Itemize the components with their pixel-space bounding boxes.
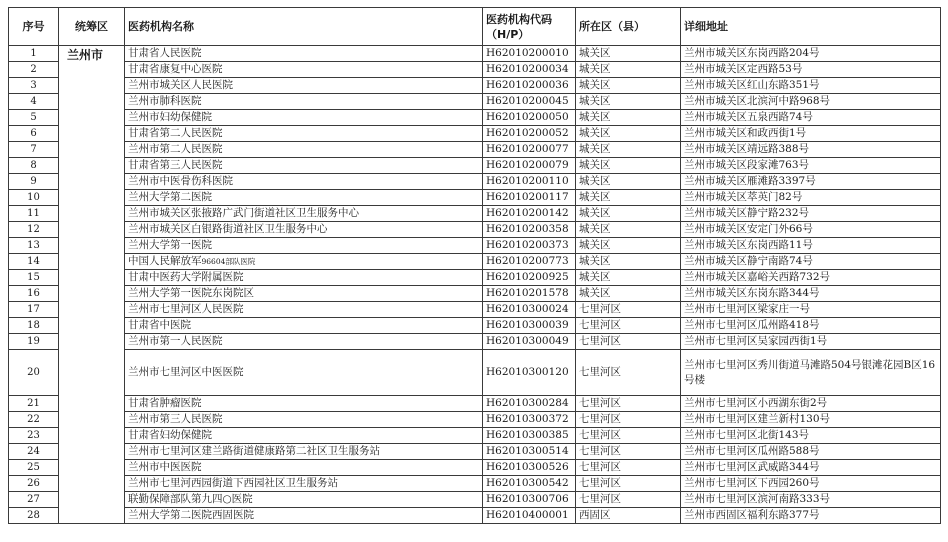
- district-cell: 城关区: [576, 286, 681, 302]
- institution-name-cell: [125, 78, 483, 94]
- institution-code-cell: H62010300514: [483, 444, 576, 460]
- table-row: [9, 492, 941, 508]
- row-num-cell: 17: [9, 302, 59, 318]
- institution-name: 兰州市妇幼保健院: [128, 111, 212, 123]
- institution-name: 甘肃省人民医院: [128, 47, 202, 59]
- table-row: [9, 62, 941, 78]
- institution-name-cell: [125, 222, 483, 238]
- row-num-cell: 22: [9, 412, 59, 428]
- table-row: [9, 270, 941, 286]
- district-cell: 七里河区: [576, 412, 681, 428]
- table-row: [9, 476, 941, 492]
- institution-code-cell: H62010300049: [483, 334, 576, 350]
- institution-name: 兰州市七里河区建兰路街道健康路第二社区卫生服务站: [128, 445, 380, 457]
- table-row: [9, 158, 941, 174]
- institution-name-cell: [125, 412, 483, 428]
- address-cell: 兰州市城关区五泉西路74号: [681, 110, 941, 126]
- row-num-cell: 13: [9, 238, 59, 254]
- district-cell: 城关区: [576, 94, 681, 110]
- institution-code-cell: H62010200050: [483, 110, 576, 126]
- row-num-cell: 15: [9, 270, 59, 286]
- row-num-cell: 8: [9, 158, 59, 174]
- district-cell: 七里河区: [576, 350, 681, 396]
- header-address: 详细地址: [681, 8, 941, 46]
- institution-table: [8, 7, 941, 524]
- row-num-cell: 28: [9, 508, 59, 524]
- row-num-cell: 21: [9, 396, 59, 412]
- institution-name-cell: [125, 110, 483, 126]
- address-cell: 兰州市七里河区吴家园西街1号: [681, 334, 941, 350]
- institution-name: 兰州市城关区人民医院: [128, 79, 233, 91]
- institution-code-cell: H62010300120: [483, 350, 576, 396]
- table-row: [9, 254, 941, 270]
- institution-name-cell: [125, 126, 483, 142]
- table-body: [9, 46, 941, 524]
- institution-name: 甘肃省中医院: [128, 319, 191, 331]
- row-num-cell: 3: [9, 78, 59, 94]
- institution-name: 甘肃省第三人民医院: [128, 159, 223, 171]
- institution-code-cell: H62010200373: [483, 238, 576, 254]
- address-cell: 兰州市城关区嘉峪关西路732号: [681, 270, 941, 286]
- institution-code-cell: H62010300372: [483, 412, 576, 428]
- district-cell: 城关区: [576, 174, 681, 190]
- row-num-cell: 20: [9, 350, 59, 396]
- district-cell: 西固区: [576, 508, 681, 524]
- address-cell: 兰州市西固区福利东路377号: [681, 508, 941, 524]
- institution-name-cell: [125, 286, 483, 302]
- institution-name: 兰州市中医骨伤科医院: [128, 175, 233, 187]
- institution-name: 兰州大学第二医院: [128, 191, 212, 203]
- table-row: [9, 412, 941, 428]
- institution-name-cell: [125, 206, 483, 222]
- institution-name: 兰州大学第一医院东岗院区: [128, 287, 254, 299]
- table-row: [9, 110, 941, 126]
- row-num-cell: 14: [9, 254, 59, 270]
- table-row: [9, 126, 941, 142]
- row-num-cell: 5: [9, 110, 59, 126]
- institution-name-suffix: 96604部队医院: [201, 257, 256, 266]
- table-row: [9, 222, 941, 238]
- row-num-cell: 7: [9, 142, 59, 158]
- institution-name: 兰州市第二人民医院: [128, 143, 223, 155]
- institution-name-cell: [125, 46, 483, 62]
- institution-name: 甘肃省第二人民医院: [128, 127, 223, 139]
- table-row: [9, 350, 941, 396]
- district-cell: 城关区: [576, 62, 681, 78]
- table-row: [9, 78, 941, 94]
- institution-code-cell: H62010200117: [483, 190, 576, 206]
- district-cell: 七里河区: [576, 428, 681, 444]
- row-num-cell: 24: [9, 444, 59, 460]
- district-cell: 七里河区: [576, 460, 681, 476]
- institution-code-cell: H62010200045: [483, 94, 576, 110]
- row-num-cell: 18: [9, 318, 59, 334]
- institution-name: 兰州市第三人民医院: [128, 413, 223, 425]
- institution-name-cell: [125, 270, 483, 286]
- district-cell: 城关区: [576, 46, 681, 62]
- institution-name-cell: [125, 158, 483, 174]
- institution-name-cell: [125, 350, 483, 396]
- institution-code-cell: H62010200773: [483, 254, 576, 270]
- district-cell: 七里河区: [576, 302, 681, 318]
- institution-code-cell: H62010300024: [483, 302, 576, 318]
- address-cell: 兰州市七里河区下西园260号: [681, 476, 941, 492]
- institution-name: 兰州大学第二医院西固医院: [128, 509, 254, 521]
- district-cell: 七里河区: [576, 476, 681, 492]
- institution-name-cell: [125, 428, 483, 444]
- address-cell: 兰州市城关区段家滩763号: [681, 158, 941, 174]
- row-num-cell: 23: [9, 428, 59, 444]
- row-num-cell: 10: [9, 190, 59, 206]
- row-num-cell: 19: [9, 334, 59, 350]
- district-cell: 城关区: [576, 254, 681, 270]
- table-row: [9, 334, 941, 350]
- header-area: 统筹区: [59, 8, 125, 46]
- institution-name-cell: [125, 302, 483, 318]
- institution-name-cell: [125, 508, 483, 524]
- district-cell: 城关区: [576, 206, 681, 222]
- address-cell: 兰州市七里河区滨河南路333号: [681, 492, 941, 508]
- row-num-cell: 1: [9, 46, 59, 62]
- institution-code-cell: H62010300284: [483, 396, 576, 412]
- address-cell: 兰州市城关区东岗西路11号: [681, 238, 941, 254]
- address-cell: 兰州市城关区静宁南路74号: [681, 254, 941, 270]
- table-row: [9, 460, 941, 476]
- institution-name-cell: [125, 396, 483, 412]
- institution-name-cell: [125, 174, 483, 190]
- address-cell: 兰州市城关区静宁路232号: [681, 206, 941, 222]
- address-cell: 兰州市七里河区瓜州路588号: [681, 444, 941, 460]
- header-num: 序号: [9, 8, 59, 46]
- district-cell: 城关区: [576, 78, 681, 94]
- institution-name-cell: [125, 142, 483, 158]
- address-cell: 兰州市七里河区小西湖东街2号: [681, 396, 941, 412]
- institution-code-cell: H62010300385: [483, 428, 576, 444]
- institution-name: 兰州市中医医院: [128, 461, 202, 473]
- institution-name: 联勤保障部队第九四○医院: [128, 493, 253, 505]
- institution-name: 兰州大学第一医院: [128, 239, 212, 251]
- table-row: [9, 190, 941, 206]
- institution-name: 兰州市七里河西园街道下西园社区卫生服务站: [128, 477, 338, 489]
- table-row: [9, 94, 941, 110]
- institution-code-cell: H62010300526: [483, 460, 576, 476]
- row-num-cell: 16: [9, 286, 59, 302]
- institution-name: 兰州市城关区白银路街道社区卫生服务中心: [128, 223, 328, 235]
- address-cell: 兰州市七里河区武威路344号: [681, 460, 941, 476]
- institution-name: 中国人民解放军: [128, 255, 202, 267]
- institution-code-cell: H62010200358: [483, 222, 576, 238]
- institution-name-cell: [125, 334, 483, 350]
- institution-code-cell: H62010300542: [483, 476, 576, 492]
- row-num-cell: 26: [9, 476, 59, 492]
- header-code: 医药机构代码（H/P）: [483, 8, 576, 46]
- table-row: [9, 46, 941, 62]
- district-cell: 城关区: [576, 222, 681, 238]
- address-cell: 兰州市城关区东岗东路344号: [681, 286, 941, 302]
- address-cell: 兰州市七里河区瓜州路418号: [681, 318, 941, 334]
- institution-name: 兰州市第一人民医院: [128, 335, 223, 347]
- district-cell: 城关区: [576, 110, 681, 126]
- address-cell: 兰州市城关区红山东路351号: [681, 78, 941, 94]
- district-cell: 七里河区: [576, 334, 681, 350]
- institution-name: 甘肃省康复中心医院: [128, 63, 223, 75]
- institution-name-cell: [125, 318, 483, 334]
- district-cell: 城关区: [576, 190, 681, 206]
- table-row: [9, 142, 941, 158]
- district-cell: 七里河区: [576, 396, 681, 412]
- header-district: 所在区（县）: [576, 8, 681, 46]
- district-cell: 城关区: [576, 158, 681, 174]
- area-cell: 兰州市: [59, 46, 125, 524]
- address-cell: 兰州市城关区东岗西路204号: [681, 46, 941, 62]
- table-row: [9, 238, 941, 254]
- institution-name: 甘肃省妇幼保健院: [128, 429, 212, 441]
- district-cell: 七里河区: [576, 444, 681, 460]
- row-num-cell: 12: [9, 222, 59, 238]
- address-cell: 兰州市城关区安定门外66号: [681, 222, 941, 238]
- row-num-cell: 4: [9, 94, 59, 110]
- row-num-cell: 25: [9, 460, 59, 476]
- address-cell: 兰州市七里河区秀川街道马滩路504号银滩花园B区16号楼: [681, 350, 941, 396]
- institution-code-cell: H62010300706: [483, 492, 576, 508]
- institution-name-cell: [125, 94, 483, 110]
- institution-name: 兰州市七里河区人民医院: [128, 303, 244, 315]
- district-cell: 七里河区: [576, 492, 681, 508]
- institution-code-cell: H62010200077: [483, 142, 576, 158]
- table-header-row: [9, 8, 941, 46]
- institution-name-cell: [125, 444, 483, 460]
- district-cell: 城关区: [576, 126, 681, 142]
- address-cell: 兰州市城关区北滨河中路968号: [681, 94, 941, 110]
- table-row: [9, 286, 941, 302]
- institution-code-cell: H62010200142: [483, 206, 576, 222]
- institution-code-cell: H62010200052: [483, 126, 576, 142]
- district-cell: 城关区: [576, 142, 681, 158]
- institution-code-cell: H62010300039: [483, 318, 576, 334]
- institution-name-cell: [125, 238, 483, 254]
- institution-name-cell: [125, 254, 483, 270]
- institution-name-cell: [125, 476, 483, 492]
- institution-code-cell: H62010400001: [483, 508, 576, 524]
- institution-name: 兰州市七里河区中医医院: [128, 366, 244, 378]
- row-num-cell: 27: [9, 492, 59, 508]
- table-row: [9, 508, 941, 524]
- institution-code-cell: H62010200010: [483, 46, 576, 62]
- address-cell: 兰州市七里河区北街143号: [681, 428, 941, 444]
- institution-code-cell: H62010200925: [483, 270, 576, 286]
- institution-name: 甘肃省肿瘤医院: [128, 397, 202, 409]
- address-cell: 兰州市七里河区建兰新村130号: [681, 412, 941, 428]
- institution-name-cell: [125, 190, 483, 206]
- institution-name: 兰州市肺科医院: [128, 95, 202, 107]
- institution-code-cell: H62010201578: [483, 286, 576, 302]
- table-row: [9, 302, 941, 318]
- table-row: [9, 444, 941, 460]
- table-row: [9, 318, 941, 334]
- district-cell: 七里河区: [576, 318, 681, 334]
- row-num-cell: 9: [9, 174, 59, 190]
- address-cell: 兰州市七里河区梁家庄一号: [681, 302, 941, 318]
- institution-code-cell: H62010200110: [483, 174, 576, 190]
- institution-code-cell: H62010200034: [483, 62, 576, 78]
- row-num-cell: 11: [9, 206, 59, 222]
- table-row: [9, 396, 941, 412]
- table-row: [9, 428, 941, 444]
- table-row: [9, 206, 941, 222]
- institution-name: 兰州市城关区张掖路广武门街道社区卫生服务中心: [128, 207, 359, 219]
- row-num-cell: 6: [9, 126, 59, 142]
- institution-name: 甘肃中医药大学附属医院: [128, 271, 244, 283]
- institution-name-cell: [125, 492, 483, 508]
- institution-code-cell: H62010200036: [483, 78, 576, 94]
- table-row: [9, 174, 941, 190]
- address-cell: 兰州市城关区萃英门82号: [681, 190, 941, 206]
- district-cell: 城关区: [576, 270, 681, 286]
- header-name: 医药机构名称: [125, 8, 483, 46]
- district-cell: 城关区: [576, 238, 681, 254]
- institution-code-cell: H62010200079: [483, 158, 576, 174]
- row-num-cell: 2: [9, 62, 59, 78]
- address-cell: 兰州市城关区雁滩路3397号: [681, 174, 941, 190]
- institution-table-container: [8, 7, 940, 524]
- address-cell: 兰州市城关区靖远路388号: [681, 142, 941, 158]
- institution-name-cell: [125, 460, 483, 476]
- institution-name-cell: [125, 62, 483, 78]
- address-cell: 兰州市城关区和政西街1号: [681, 126, 941, 142]
- address-cell: 兰州市城关区定西路53号: [681, 62, 941, 78]
